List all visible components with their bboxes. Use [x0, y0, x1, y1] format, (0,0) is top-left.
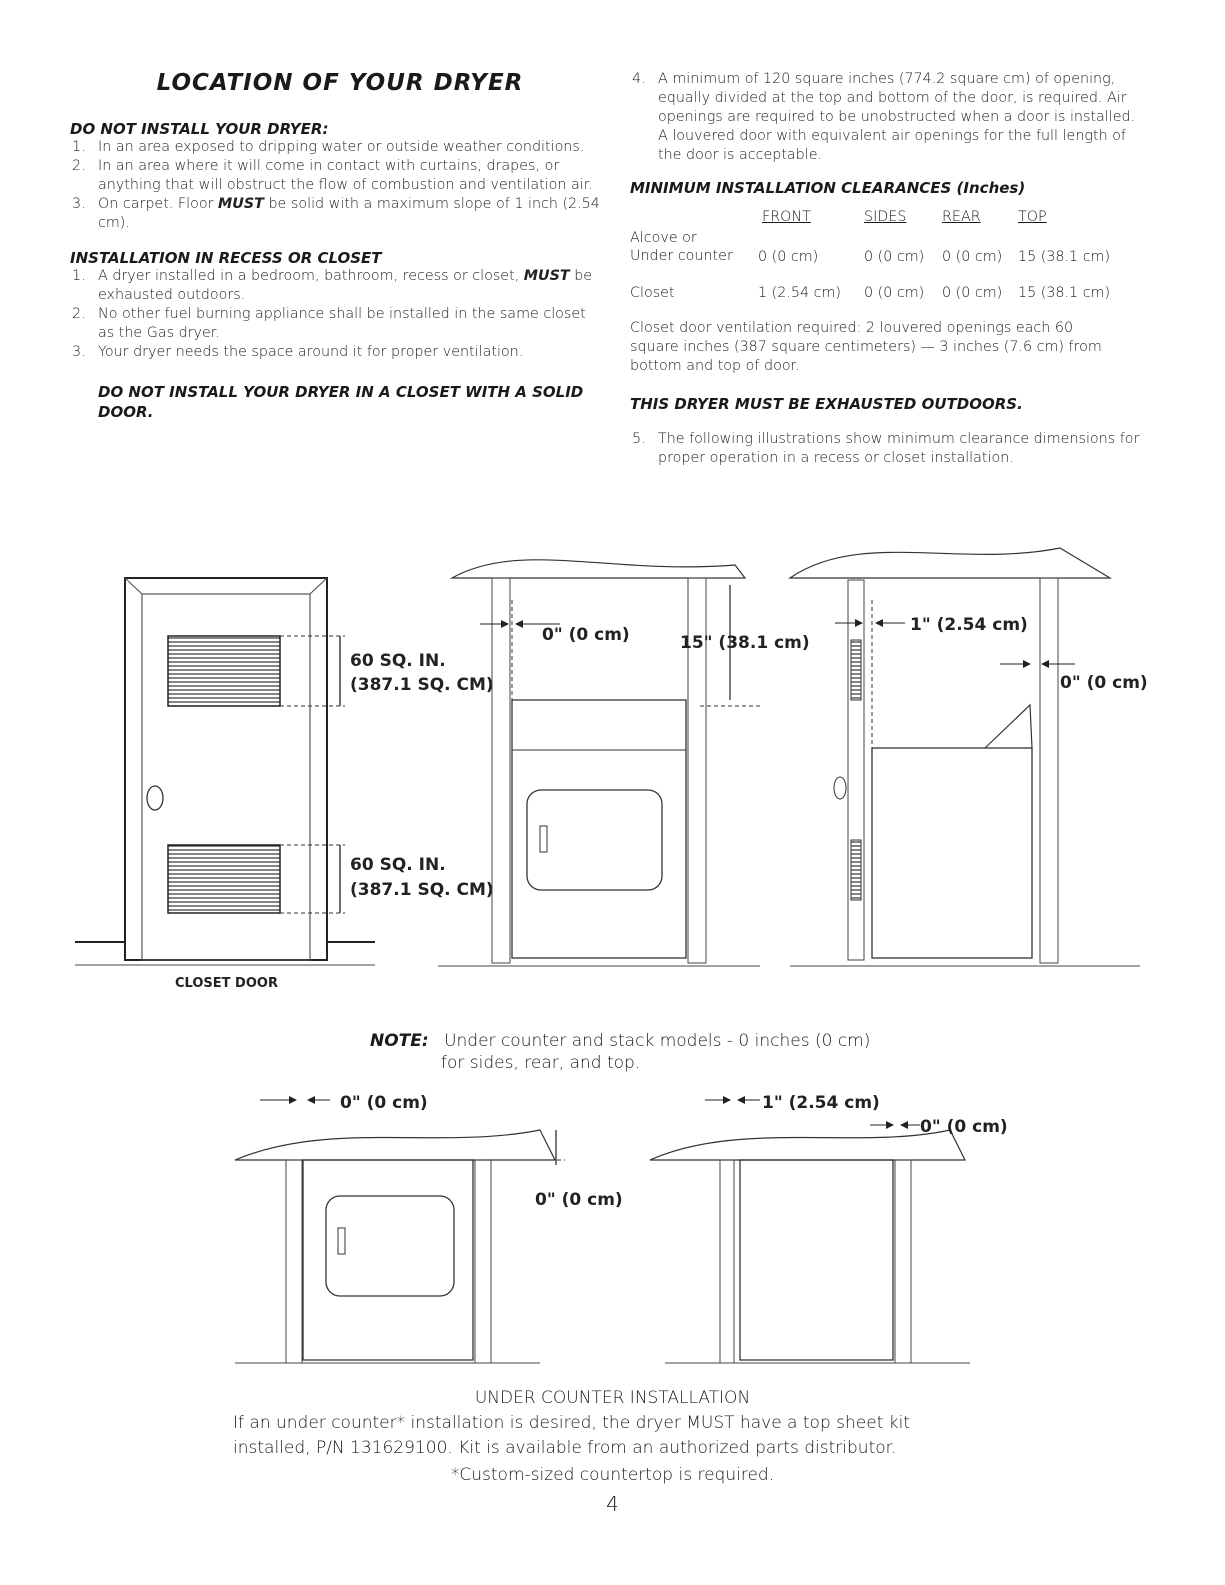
- item-text: The following illustrations show minimum clearance dimensions for proper operation in a recess or closet installation.: [658, 431, 1140, 466]
- item-text: A minimum of 120 square inches (774.2 square cm) of opening, equally divided at the top and bottom of the door, is required. Air openings are required to be unobstructed when a door is installed. A louvered door with equivalent air openings for the full length of the door is acceptable.: [658, 71, 1136, 163]
- recess-heading: INSTALLATION IN RECESS OR CLOSET: [70, 249, 382, 267]
- under-counter-body: [233, 1411, 910, 1461]
- item-number: 4.: [632, 71, 646, 87]
- door-top-label2: (387.1 SQ. CM): [350, 675, 494, 695]
- item-text: be exhausted outdoors.: [98, 268, 593, 303]
- table-cell: 0 (0 cm): [758, 249, 819, 265]
- item-text: A dryer installed in a bedroom, bathroom, recess or closet,: [98, 268, 524, 284]
- row-label-line: Alcove or: [630, 230, 697, 246]
- dryer-body: [872, 748, 1032, 958]
- do-not-install-heading: DO NOT INSTALL YOUR DRYER:: [70, 120, 329, 138]
- column-header: TOP: [1018, 209, 1047, 225]
- note-label: NOTE:: [370, 1031, 429, 1051]
- page-number: 4: [606, 1492, 619, 1516]
- uc2-front-label: 1" (2.54 cm): [762, 1093, 880, 1113]
- under-counter-figure-left: [235, 1093, 623, 1363]
- item-text: On carpet. Floor: [98, 196, 219, 212]
- table-cell: 0 (0 cm): [864, 249, 925, 265]
- closet-door-caption: CLOSET DOOR: [175, 976, 278, 991]
- item-text: be solid with a maximum slope of 1 inch (2.54 cm).: [98, 196, 600, 231]
- left-wall: [286, 1160, 302, 1363]
- top-louver: [168, 636, 280, 706]
- item-text: No other fuel burning appliance shall be installed in the same closet as the Gas dryer.: [98, 306, 586, 341]
- item-text: In an area where it will come in contact with curtains, drapes, or anything that will obstruct the flow of combustion and ventilation air.: [98, 158, 593, 193]
- table-cell: 0 (0 cm): [942, 285, 1003, 301]
- row-label: Closet: [630, 285, 675, 301]
- under-counter-line1: If an under counter* installation is desired, the dryer MUST have a top sheet kit: [233, 1413, 910, 1433]
- countertop-footnote: *Custom-sized countertop is required.: [450, 1465, 775, 1485]
- emphasis-text: MUST: [523, 268, 570, 284]
- closet-door-figure: [75, 578, 494, 991]
- closet-door-edge: [848, 580, 864, 960]
- closet-note: Closet door ventilation required: 2 louvered openings each 60 square inches (387 square centimeters) — 3 inches (7.6 cm) from bottom and top of door.: [630, 320, 1102, 374]
- note-line2: for sides, rear, and top.: [441, 1053, 641, 1073]
- alcove-side-label: 0" (0 cm): [542, 625, 630, 645]
- item-number: 5.: [632, 431, 646, 447]
- item-text: In an area exposed to dripping water or outside weather conditions.: [98, 139, 585, 155]
- note-block: [370, 1030, 870, 1074]
- column-header: SIDES: [864, 209, 907, 225]
- uc-side-label: 0" (0 cm): [340, 1093, 428, 1113]
- table-cell: 1 (2.54 cm): [758, 285, 841, 301]
- item-text: Your dryer needs the space around it for proper ventilation.: [98, 344, 524, 360]
- dryer-body: [740, 1160, 893, 1360]
- under-counter-heading: UNDER COUNTER INSTALLATION: [474, 1388, 751, 1408]
- note-line1: Under counter and stack models - 0 inches (0 cm): [444, 1031, 871, 1051]
- alcove-top-label: 15" (38.1 cm): [680, 633, 810, 653]
- door-top-label1: 60 SQ. IN.: [350, 651, 446, 671]
- closet-front-label: 1" (2.54 cm): [910, 615, 1028, 635]
- left-wall: [492, 578, 510, 963]
- item-number: 2.: [72, 306, 86, 322]
- solid-door-warning: DO NOT INSTALL YOUR DRYER IN A CLOSET WITH A SOLID DOOR.: [98, 383, 584, 421]
- bottom-louver: [168, 845, 280, 913]
- door-bottom-label1: 60 SQ. IN.: [350, 855, 446, 875]
- item-number: 1.: [72, 268, 86, 284]
- countertop: [790, 548, 1110, 578]
- alcove-figure: [438, 560, 810, 966]
- countertop: [650, 1130, 965, 1160]
- closet-door-edge: [720, 1160, 734, 1363]
- item-number: 3.: [72, 344, 86, 360]
- row-label-line: Under counter: [630, 248, 733, 264]
- door-bottom-label2: (387.1 SQ. CM): [350, 880, 494, 900]
- dryer-body: [512, 700, 686, 958]
- rear-wall: [1040, 578, 1058, 963]
- right-wall: [475, 1160, 491, 1363]
- table-cell: 0 (0 cm): [864, 285, 925, 301]
- column-header: FRONT: [762, 209, 811, 225]
- under-counter-line2: installed, P/N 131629100. Kit is available from an authorized parts distributor.: [233, 1438, 897, 1458]
- emphasis-text: MUST: [218, 196, 264, 212]
- countertop: [235, 1130, 555, 1160]
- doorknob: [147, 786, 163, 810]
- rear-wall: [895, 1160, 911, 1363]
- clearances-heading: MINIMUM INSTALLATION CLEARANCES (Inches): [630, 179, 1026, 197]
- closet-figure: [790, 548, 1148, 966]
- page-title: LOCATION OF YOUR DRYER: [156, 70, 524, 96]
- column-header: REAR: [942, 209, 981, 225]
- item-number: 2.: [72, 158, 86, 174]
- table-cell: 0 (0 cm): [942, 249, 1003, 265]
- under-counter-figure-right: [650, 1093, 1008, 1363]
- uc2-rear-label: 0" (0 cm): [920, 1117, 1008, 1137]
- table-cell: 15 (38.1 cm): [1018, 285, 1111, 301]
- closet-rear-label: 0" (0 cm): [1060, 673, 1148, 693]
- dryer-body: [303, 1160, 473, 1360]
- exhaust-warning: THIS DRYER MUST BE EXHAUSTED OUTDOORS.: [630, 395, 1023, 413]
- table-cell: 15 (38.1 cm): [1018, 249, 1111, 265]
- item-number: 1.: [72, 139, 86, 155]
- countertop: [452, 560, 745, 578]
- uc-top-label: 0" (0 cm): [535, 1190, 623, 1210]
- item-number: 3.: [72, 196, 86, 212]
